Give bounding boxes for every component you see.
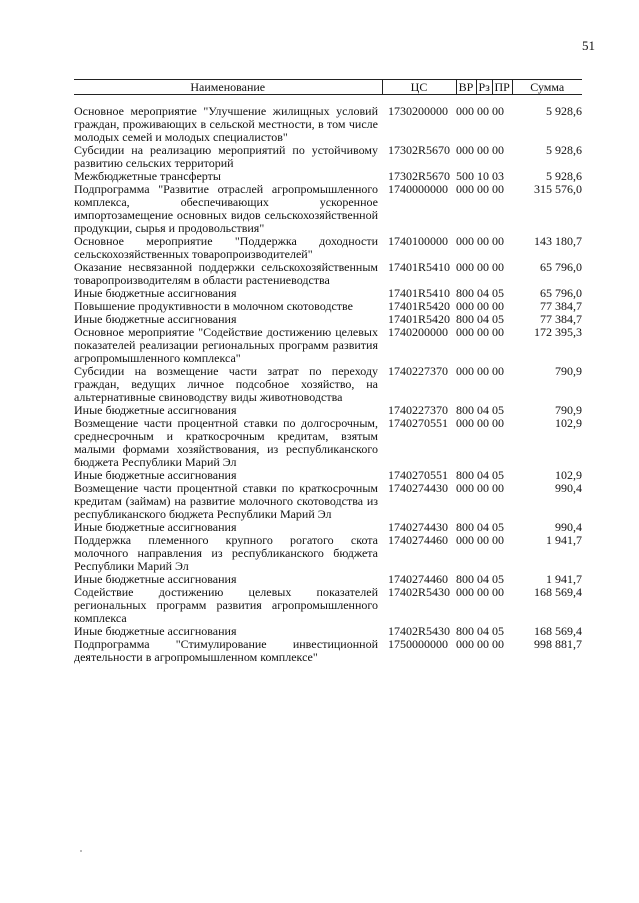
table-row bbox=[74, 144, 582, 170]
row-target-code: 1740274460 bbox=[388, 572, 448, 586]
table-row bbox=[74, 183, 582, 235]
row-sum: 143 180,7 bbox=[534, 234, 582, 248]
row-target-code: 1740274460 bbox=[388, 533, 448, 547]
row-sum: 990,4 bbox=[555, 520, 582, 534]
row-name: Возмещение части процентной ставки по долгосрочным, среднесрочным и краткосрочным кредитам, взятым малыми формами хозяйствования, из республиканского бюджета Республики Марий Эл bbox=[74, 416, 378, 469]
row-target-code: 17402R5430 bbox=[388, 624, 451, 638]
row-vr-rz-pr-codes: 000 00 00 bbox=[456, 585, 504, 599]
row-sum: 77 384,7 bbox=[540, 299, 582, 313]
row-name: Межбюджетные трансферты bbox=[74, 169, 221, 183]
row-name: Иные бюджетные ассигнования bbox=[74, 624, 237, 638]
row-target-code: 17401R5410 bbox=[388, 286, 451, 300]
row-sum: 168 569,4 bbox=[534, 624, 582, 638]
header-pr: ПР bbox=[492, 80, 512, 95]
row-name: Повышение продуктивности в молочном скотоводстве bbox=[74, 299, 353, 313]
row-name: Возмещение части процентной ставки по краткосрочным кредитам (займам) на развитие молочного скотоводства из республиканского бюджета Республики Марий Эл bbox=[74, 481, 378, 521]
scan-speck bbox=[80, 850, 82, 852]
row-vr-rz-pr-codes: 000 00 00 bbox=[456, 637, 504, 651]
row-target-code: 17402R5430 bbox=[388, 585, 451, 599]
row-vr-rz-pr-codes: 000 00 00 bbox=[456, 104, 504, 118]
row-target-code: 17401R5420 bbox=[388, 299, 451, 313]
row-vr-rz-pr-codes: 800 04 05 bbox=[456, 312, 504, 326]
row-name: Подпрограмма "Стимулирование инвестиционной деятельности в агропромышленном комплексе" bbox=[74, 637, 378, 664]
row-name: Субсидии на возмещение части затрат по переходу граждан, ведущих личное подсобное хозяйство, на альтернативные свиноводству виды животноводства bbox=[74, 364, 378, 404]
row-target-code: 1740000000 bbox=[388, 182, 448, 196]
row-vr-rz-pr-codes: 000 00 00 bbox=[456, 416, 504, 430]
table-body bbox=[74, 95, 582, 665]
row-sum: 315 576,0 bbox=[534, 182, 582, 196]
row-vr-rz-pr-codes: 800 04 05 bbox=[456, 624, 504, 638]
row-vr-rz-pr-codes: 000 00 00 bbox=[456, 481, 504, 495]
row-target-code: 1740270551 bbox=[388, 416, 448, 430]
row-name: Иные бюджетные ассигнования bbox=[74, 520, 237, 534]
row-vr-rz-pr-codes: 000 00 00 bbox=[456, 325, 504, 339]
row-vr-rz-pr-codes: 000 00 00 bbox=[456, 533, 504, 547]
row-name: Иные бюджетные ассигнования bbox=[74, 312, 237, 326]
table-row bbox=[74, 326, 582, 365]
row-vr-rz-pr-codes: 800 04 05 bbox=[456, 468, 504, 482]
row-name: Подпрограмма "Развитие отраслей агропромышленного комплекса, обеспечивающих ускоренное импортозамещение основных видов сельскохозяйственной продукции, сырья и продовольствия" bbox=[74, 182, 378, 235]
row-name: Иные бюджетные ассигнования bbox=[74, 403, 237, 417]
row-sum: 65 796,0 bbox=[540, 286, 582, 300]
row-sum: 790,9 bbox=[555, 364, 582, 378]
row-sum: 998 881,7 bbox=[534, 637, 582, 651]
row-vr-rz-pr-codes: 000 00 00 bbox=[456, 182, 504, 196]
row-sum: 102,9 bbox=[555, 468, 582, 482]
row-name: Субсидии на реализацию мероприятий по устойчивому развитию сельских территорий bbox=[74, 143, 378, 170]
row-target-code: 17401R5420 bbox=[388, 312, 451, 326]
table-row bbox=[74, 638, 582, 664]
row-vr-rz-pr-codes: 000 00 00 bbox=[456, 143, 504, 157]
row-target-code: 1740270551 bbox=[388, 468, 448, 482]
row-sum: 168 569,4 bbox=[534, 585, 582, 599]
row-sum: 1 941,7 bbox=[546, 533, 582, 547]
row-target-code: 1740100000 bbox=[388, 234, 448, 248]
page-number: 51 bbox=[582, 38, 595, 53]
row-target-code: 1740227370 bbox=[388, 403, 448, 417]
row-vr-rz-pr-codes: 500 10 03 bbox=[456, 169, 504, 183]
row-vr-rz-pr-codes: 800 04 05 bbox=[456, 572, 504, 586]
header-sum: Сумма bbox=[512, 80, 582, 95]
row-name: Основное мероприятие "Поддержка доходности сельскохозяйственных товаропроизводителей" bbox=[74, 234, 378, 261]
header-rz: Рз bbox=[476, 80, 492, 95]
row-target-code: 17401R5410 bbox=[388, 260, 451, 274]
row-sum: 65 796,0 bbox=[540, 260, 582, 274]
row-name: Поддержка племенного крупного рогатого скота молочного направления из республиканского бюджета Республики Марий Эл bbox=[74, 533, 378, 573]
row-sum: 77 384,7 bbox=[540, 312, 582, 326]
row-target-code: 1750000000 bbox=[388, 637, 448, 651]
row-name: Иные бюджетные ассигнования bbox=[74, 468, 237, 482]
table-row bbox=[74, 534, 582, 573]
table-row bbox=[74, 417, 582, 469]
table-header-row bbox=[74, 80, 582, 95]
row-name: Основное мероприятие "Содействие достижению целевых показателей реализации региональных программ развития агропромышленного комплекса" bbox=[74, 325, 378, 365]
row-vr-rz-pr-codes: 800 04 05 bbox=[456, 403, 504, 417]
row-sum: 5 928,6 bbox=[546, 143, 582, 157]
row-sum: 5 928,6 bbox=[546, 104, 582, 118]
row-vr-rz-pr-codes: 800 04 05 bbox=[456, 520, 504, 534]
header-name: Наименование bbox=[74, 80, 382, 95]
row-name: Оказание несвязанной поддержки сельскохозяйственным товаропроизводителям в области растениеводства bbox=[74, 260, 378, 287]
row-name: Основное мероприятие "Улучшение жилищных условий граждан, проживающих в сельской местности, в том числе молодых семей и молодых специалистов" bbox=[74, 104, 378, 144]
row-vr-rz-pr-codes: 000 00 00 bbox=[456, 260, 504, 274]
header-cs: ЦС bbox=[382, 80, 456, 95]
row-sum: 172 395,3 bbox=[534, 325, 582, 339]
row-target-code: 17302R5670 bbox=[388, 143, 451, 157]
table-row bbox=[74, 482, 582, 521]
table-row bbox=[74, 261, 582, 287]
row-target-code: 1740274430 bbox=[388, 481, 448, 495]
header-vr: ВР bbox=[456, 80, 476, 95]
row-target-code: 1740227370 bbox=[388, 364, 448, 378]
row-target-code: 1740200000 bbox=[388, 325, 448, 339]
row-vr-rz-pr-codes: 000 00 00 bbox=[456, 299, 504, 313]
row-sum: 990,4 bbox=[555, 481, 582, 495]
row-name: Иные бюджетные ассигнования bbox=[74, 286, 237, 300]
table-row bbox=[74, 235, 582, 261]
row-target-code: 1740274430 bbox=[388, 520, 448, 534]
row-vr-rz-pr-codes: 800 04 05 bbox=[456, 286, 504, 300]
budget-table bbox=[74, 79, 582, 664]
table-row bbox=[74, 95, 582, 145]
row-sum: 5 928,6 bbox=[546, 169, 582, 183]
row-target-code: 1730200000 bbox=[388, 104, 448, 118]
row-sum: 102,9 bbox=[555, 416, 582, 430]
row-sum: 1 941,7 bbox=[546, 572, 582, 586]
table-row bbox=[74, 586, 582, 625]
row-vr-rz-pr-codes: 000 00 00 bbox=[456, 364, 504, 378]
table-row bbox=[74, 365, 582, 404]
row-sum: 790,9 bbox=[555, 403, 582, 417]
row-name: Содействие достижению целевых показателей региональных программ развития агропромышленного комплекса bbox=[74, 585, 378, 625]
row-target-code: 17302R5670 bbox=[388, 169, 451, 183]
row-vr-rz-pr-codes: 000 00 00 bbox=[456, 234, 504, 248]
row-name: Иные бюджетные ассигнования bbox=[74, 572, 237, 586]
